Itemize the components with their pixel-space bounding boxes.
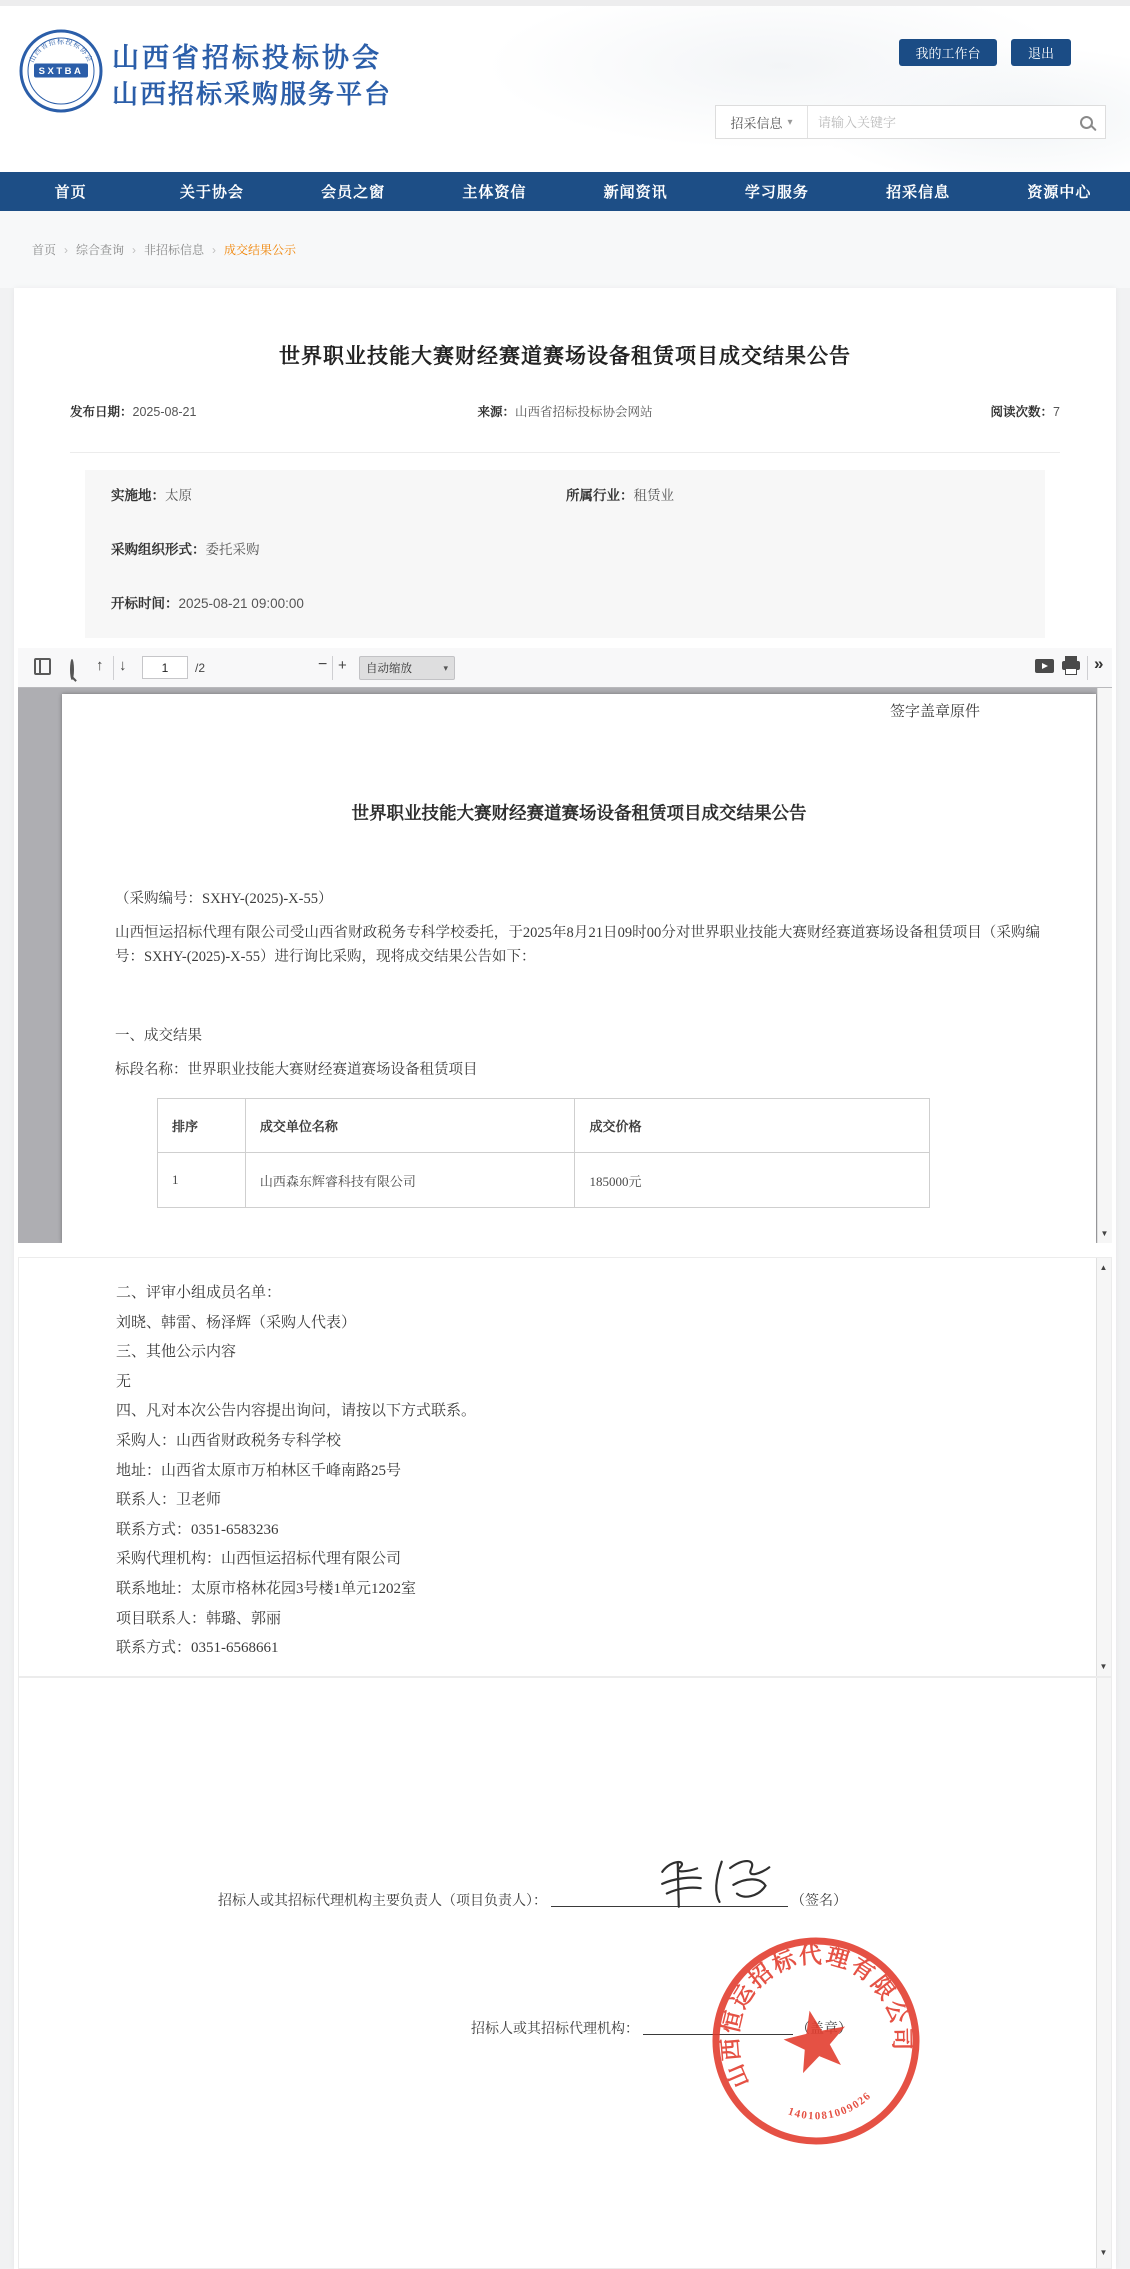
brand-titles [112, 40, 392, 112]
nav-item-news[interactable]: 新闻资讯 [603, 184, 668, 201]
signed-original-note: 签字盖章原件 [889, 704, 980, 720]
source-label: 来源： [477, 405, 515, 419]
document-title: 世界职业技能大赛财经赛道赛场设备租赁项目成交结果公告 [351, 803, 807, 823]
pdf-scrollbar[interactable] [1097, 688, 1112, 1243]
industry-value: 租赁业 [633, 488, 674, 503]
publish-date-value: 2025-08-21 [132, 405, 197, 419]
page-number-input[interactable] [142, 656, 188, 679]
seal-logo-text: SXTBA [38, 66, 84, 77]
header-rank: 排序 [158, 1099, 246, 1153]
article-card [14, 288, 1116, 2269]
scroll-down-icon[interactable]: ▼ [1098, 1226, 1111, 1241]
view-count-label: 阅读次数： [990, 405, 1054, 419]
zoom-in-icon[interactable]: + [338, 657, 347, 674]
logout-button[interactable]: 退出 [1011, 39, 1071, 66]
chevron-down-icon: ▾ [443, 662, 448, 673]
stamp-star [779, 2004, 853, 2075]
breadcrumb-separator: › [64, 242, 69, 257]
signature-line [551, 1906, 788, 1907]
pdf-page-area [18, 688, 1112, 1243]
sidebar-toggle-icon[interactable] [34, 658, 51, 675]
nav-item-credit[interactable]: 主体资信 [462, 184, 527, 201]
publish-date-label: 发布日期： [70, 405, 133, 419]
lot-name: 标段名称：世界职业技能大赛财经赛道赛场设备租赁项目 [115, 1062, 478, 1078]
zoom-level-label: 自动缩放 [366, 663, 412, 675]
association-seal-logo [18, 28, 104, 114]
article-meta [70, 402, 1060, 420]
pdf-page-2 [18, 1257, 1112, 1677]
signature-row-agency-label: 招标人或其招标代理机构： [471, 2022, 639, 2037]
next-page-icon[interactable]: ↓ [119, 657, 127, 674]
site-search-bar [715, 105, 1106, 139]
header-price: 成交价格 [575, 1099, 930, 1153]
my-workspace-button[interactable]: 我的工作台 [899, 39, 997, 66]
header-winner-name: 成交单位名称 [245, 1099, 575, 1153]
more-tools-icon[interactable]: » [1094, 654, 1104, 673]
page-count-label: /2 [195, 661, 206, 675]
print-icon[interactable] [1062, 661, 1080, 670]
breadcrumb-separator: › [132, 242, 137, 257]
source [70, 402, 1060, 420]
pdf-page-signature [18, 1677, 1112, 2269]
svg-text:1401081009026 [784, 2088, 876, 2130]
contact-line: 联系方式：0351-6583236 [116, 1521, 279, 1538]
cell-winner-name: 山西森东辉睿科技有限公司 [245, 1153, 575, 1208]
search-category-label: 招采信息 [730, 115, 783, 131]
breadcrumb-nonbid[interactable]: 非招标信息 [144, 243, 205, 257]
contact-line: 联系方式：0351-6568661 [116, 1640, 279, 1657]
table-row [158, 1153, 930, 1208]
breadcrumb [32, 241, 296, 258]
signature-row-agency-suffix: （盖章） [796, 2022, 852, 2037]
section-2-heading: 二、评审小组成员名单： [116, 1285, 282, 1301]
site-header [0, 6, 1130, 172]
breadcrumb-current: 成交结果公示 [224, 243, 297, 257]
breadcrumb-home[interactable]: 首页 [32, 243, 57, 257]
presentation-mode-icon[interactable] [1035, 659, 1054, 673]
breadcrumb-separator: › [212, 242, 217, 257]
table-header-row [158, 1099, 930, 1153]
chevron-down-icon: ▾ [787, 116, 793, 128]
nav-item-resources[interactable]: 资源中心 [1027, 184, 1092, 201]
handwritten-signature [651, 1848, 783, 1912]
signature-row-person-suffix: （签名） [791, 1894, 847, 1909]
search-icon[interactable] [1080, 116, 1093, 129]
contact-line: 联系地址：太原市格林花园3号楼1单元1202室 [116, 1580, 417, 1597]
toolbar-separator [113, 656, 114, 680]
result-table [157, 1098, 930, 1208]
pdf-scrollbar[interactable] [1096, 1258, 1111, 1676]
open-time-value: 2025-08-21 09:00:00 [178, 596, 304, 611]
cell-rank: 1 [158, 1153, 246, 1208]
nav-item-home[interactable]: 首页 [54, 184, 87, 201]
page-title: 世界职业技能大赛财经赛道赛场设备租赁项目成交结果公告 [279, 345, 851, 368]
info-row-open-time [111, 592, 1019, 616]
contact-line: 地址：山西省太原市万柏林区千峰南路25号 [116, 1462, 402, 1479]
zoom-out-icon[interactable]: − [318, 656, 328, 673]
org-form-value: 委托采购 [205, 542, 260, 557]
pdf-scrollbar[interactable] [1096, 1678, 1111, 2268]
pdf-viewer [18, 648, 1112, 1243]
section-1-heading: 一、成交结果 [115, 1028, 202, 1044]
company-red-stamp [706, 1931, 926, 2151]
svg-text:山西省招标投标协会: 山西省招标投标协会 [28, 38, 94, 64]
open-time-label: 开标时间： [111, 596, 179, 611]
pdf-page-1 [62, 694, 1096, 1243]
main-nav [0, 172, 1130, 211]
svg-text:山西恒运招标代理有限公司 [706, 1931, 919, 2092]
nav-item-members[interactable]: 会员之窗 [321, 184, 386, 201]
find-in-document-icon[interactable] [70, 661, 74, 679]
location-value: 太原 [165, 488, 192, 503]
project-info-panel [85, 470, 1045, 638]
stamp-number-text: 1401081009026 [786, 2089, 874, 2123]
contact-line: 采购人：山西省财政税务专科学校 [116, 1432, 342, 1449]
nav-item-procurement[interactable]: 招采信息 [886, 184, 951, 201]
view-count-value: 7 [1053, 405, 1060, 419]
document-lines [116, 1279, 1051, 1664]
location-label: 实施地： [111, 488, 165, 503]
industry [566, 484, 674, 508]
nav-item-learning[interactable]: 学习服务 [744, 184, 809, 201]
reviewers-line: 刘晓、韩雷、杨泽辉（采购人代表） [116, 1314, 357, 1331]
cell-price: 185000元 [575, 1153, 930, 1208]
zoom-level-select[interactable] [359, 656, 455, 680]
section-4-heading: 四、凡对本次公告内容提出询问，请按以下方式联系。 [116, 1403, 477, 1420]
industry-label: 所属行业： [566, 488, 634, 503]
scroll-down-icon[interactable]: ▼ [1097, 1659, 1110, 1674]
toolbar-separator [332, 656, 333, 680]
document-intro: 山西恒运招标代理有限公司受山西省财政税务专科学校委托，于2025年8月21日09时00分对世界职业技能大赛财经赛道赛场设备租赁项目（采购编号：SXHY-(2025)-X-55）进行询比采购，现将成交结果公告如下： [115, 925, 1040, 965]
toolbar-separator [1087, 656, 1088, 680]
search-input[interactable] [808, 106, 1080, 138]
signature-row-person [218, 1890, 847, 1910]
info-row-location [111, 484, 1019, 508]
view-count [991, 402, 1060, 420]
previous-page-icon[interactable]: ↑ [96, 657, 104, 674]
search-category-dropdown[interactable] [716, 106, 808, 138]
source-value: 山西省招标投标协会网站 [515, 405, 653, 419]
nav-item-about[interactable]: 关于协会 [179, 184, 244, 201]
breadcrumb-query[interactable]: 综合查询 [76, 243, 125, 257]
pdf-toolbar [18, 648, 1112, 688]
scroll-down-icon[interactable]: ▼ [1097, 2245, 1110, 2260]
divider [70, 452, 1060, 453]
contact-line: 采购代理机构：山西恒运招标代理有限公司 [116, 1551, 402, 1568]
org-name: 山西省招标投标协会 [112, 43, 382, 73]
info-row-org-form [111, 538, 1019, 562]
none-line: 无 [116, 1373, 132, 1390]
breadcrumb-bar [0, 211, 1130, 288]
scroll-up-icon[interactable]: ▲ [1097, 1260, 1110, 1275]
signature-row-person-label: 招标人或其招标代理机构主要负责人（项目负责人）： [218, 1894, 547, 1909]
org-form-label: 采购组织形式： [111, 542, 206, 557]
contact-line: 联系人：卫老师 [116, 1492, 222, 1509]
platform-name: 山西招标采购服务平台 [112, 79, 393, 109]
procurement-number: （采购编号：SXHY-(2025)-X-55） [115, 891, 333, 907]
contact-line: 项目联系人：韩璐、郭丽 [116, 1610, 282, 1627]
section-3-heading: 三、其他公示内容 [116, 1344, 237, 1361]
stamp-company-text: 山西恒运招标代理有限公司 [717, 1942, 915, 2092]
